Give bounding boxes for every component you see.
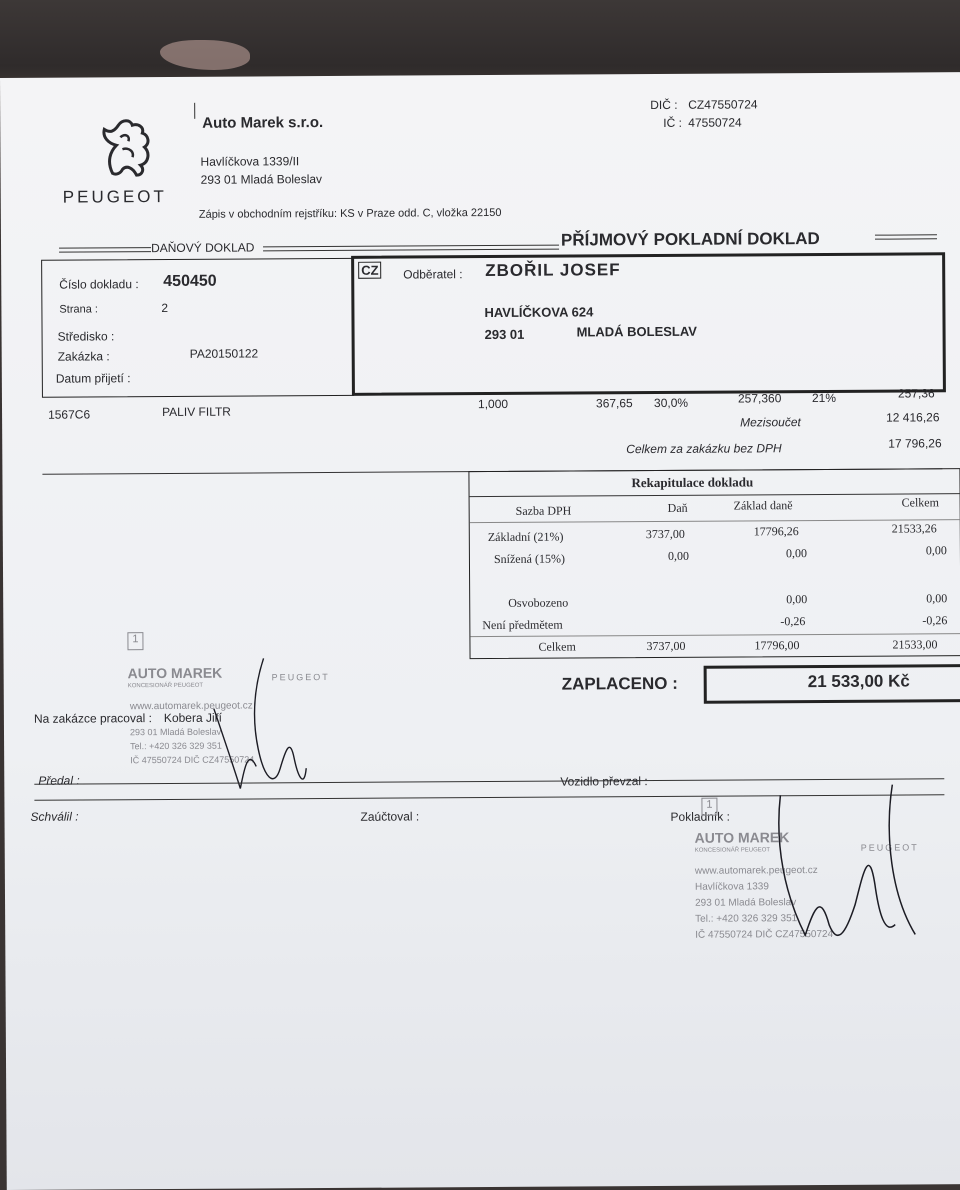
- stamp-city: 293 01 Mladá Boleslav: [129, 726, 222, 738]
- recap-rule-top: [470, 493, 960, 497]
- customer-name: ZBOŘIL JOSEF: [485, 260, 621, 281]
- item-desc: PALIV FILTR: [162, 404, 231, 420]
- paid-label: ZAPLACENO :: [561, 673, 678, 694]
- item-price: 367,65: [595, 396, 633, 411]
- stamp-tel: Tel.: +420 326 329 351: [695, 913, 798, 925]
- item-total: 257,36: [897, 386, 935, 401]
- title-rule-right: [875, 234, 937, 239]
- recap-row-dan: 0,00: [667, 548, 689, 563]
- recap-header-dan: Daň: [667, 500, 688, 515]
- dic-label: DIČ :: [650, 97, 678, 113]
- recap-row-label: Snížená (15%): [493, 551, 565, 566]
- signature-left: [193, 648, 314, 799]
- doc-title: PŘÍJMOVÝ POKLADNÍ DOKLAD: [560, 228, 820, 250]
- brand-name: PEUGEOT: [62, 186, 167, 207]
- recap-title: Rekapitulace dokladu: [631, 474, 754, 491]
- stamp-web: www.automarek.peugeot.cz: [129, 700, 253, 713]
- recap-row-dan: 3737,00: [645, 526, 685, 542]
- tax-doc-label: DAŇOVÝ DOKLAD: [150, 240, 255, 256]
- recap-total-zaklad: 17796,00: [754, 638, 800, 653]
- recap-row-zaklad: -0,26: [780, 614, 806, 629]
- ic-label: IČ :: [663, 115, 683, 130]
- company-street: Havlíčkova 1339/II: [200, 154, 300, 169]
- fabric-pattern: [160, 40, 250, 70]
- recap-total-celkem: 21533,00: [892, 637, 938, 652]
- stamp-ids: IČ 47550724 DIČ CZ47550724: [130, 754, 255, 766]
- item-code: 1567C6: [48, 407, 91, 422]
- order-total-label: Celkem za zakázku bez DPH: [626, 441, 782, 457]
- recap-row-label: Osvobozeno: [508, 595, 569, 610]
- paid-value: 21 533,00 Kč: [807, 671, 910, 692]
- signature-right: [744, 784, 935, 955]
- zauctoval-label: Zaúčtoval :: [360, 809, 420, 824]
- zakazka-value: PA20150122: [189, 346, 259, 361]
- receipt-document: [0, 72, 960, 1190]
- strana-label: Strana :: [59, 303, 98, 316]
- peugeot-lion-logo: [92, 115, 162, 179]
- stamp-number: 1: [127, 632, 143, 650]
- item-qty: 1,000: [477, 396, 509, 412]
- customer-street: HAVLÍČKOVA 624: [484, 304, 594, 321]
- recap-box: [468, 468, 960, 659]
- recap-row-zaklad: 0,00: [786, 592, 808, 607]
- recap-header-celkem: Celkem: [901, 495, 939, 510]
- recap-total-label: Celkem: [538, 639, 576, 654]
- footer-rule-1: [34, 778, 944, 785]
- zakazka-label: Zakázka :: [57, 349, 110, 364]
- recap-row-celkem: 0,00: [925, 543, 947, 558]
- recap-header-zaklad: Základ daně: [733, 498, 793, 513]
- recap-row-label: Není předmětem: [482, 617, 563, 633]
- item-discount: 30,0%: [653, 395, 689, 411]
- stamp-addr: Havlíčkova 1339: [694, 881, 769, 893]
- customer-zip: 293 01: [484, 326, 525, 343]
- company-registry: Zápis v obchodním rejstříku: KS v Praze odd. C, vložka 22150: [198, 206, 502, 221]
- item-base: 257,360: [737, 391, 782, 406]
- item-vat: 21%: [811, 390, 837, 406]
- stamp-sub: KONCESIONÁŘ PEUGEOT: [694, 847, 771, 854]
- title-rule-mid: [263, 245, 559, 252]
- pokladnik-label: Pokladník :: [670, 809, 730, 824]
- dic-value: CZ47550724: [688, 97, 758, 112]
- title-rule-left: [59, 247, 151, 253]
- stamp-sub: KONCESIONÁŘ PEUGEOT: [127, 682, 204, 690]
- stamp-brand: PEUGEOT: [271, 671, 330, 683]
- subtotal-label: Mezisoučet: [740, 415, 801, 430]
- recap-row-label: Základní (21%): [487, 529, 564, 545]
- datum-label: Datum přijetí :: [55, 371, 131, 386]
- recap-row-celkem: 0,00: [926, 591, 948, 606]
- cislo-value: 450450: [163, 272, 217, 291]
- subtotal-value: 12 416,26: [886, 410, 940, 425]
- recap-rule-header: [470, 519, 960, 523]
- schvalil-label: Schválil :: [30, 809, 79, 824]
- strana-value: 2: [161, 300, 169, 316]
- stamp-city: 293 01 Mladá Boleslav: [695, 897, 797, 909]
- mark-line: [194, 103, 197, 119]
- stredisko-label: Středisko :: [57, 329, 115, 344]
- recap-header-sazba: Sazba DPH: [515, 503, 572, 518]
- vozidlo-label: Vozidlo převzal :: [560, 774, 648, 789]
- company-name: Auto Marek s.r.o.: [202, 114, 324, 132]
- stamp-brand: PEUGEOT: [860, 842, 919, 853]
- predal-label: Předal :: [38, 773, 80, 788]
- cislo-label: Číslo dokladu :: [59, 277, 139, 292]
- stamp-ids: IČ 47550724 DIČ CZ47550724: [695, 928, 834, 941]
- worked-label: Na zakázce pracoval :: [33, 711, 153, 726]
- recap-row-zaklad: 0,00: [785, 546, 807, 561]
- customer-city: MLADÁ BOLESLAV: [576, 323, 697, 340]
- worked-name: Kobera Jiří: [163, 710, 222, 726]
- recap-row-celkem: 21533,26: [891, 521, 937, 536]
- order-total-value: 17 796,26: [888, 436, 942, 451]
- stamp-name: AUTO MAREK: [127, 664, 223, 682]
- country-code: CZ: [358, 262, 381, 279]
- ic-value: 47550724: [688, 115, 742, 130]
- recap-rule-total: [470, 633, 960, 637]
- stamp-number: 1: [701, 798, 717, 816]
- recap-row-zaklad: 17796,26: [753, 524, 799, 539]
- customer-label: Odběratel :: [403, 267, 463, 282]
- stamp-web: www.automarek.peugeot.cz: [694, 865, 818, 877]
- recap-total-dan: 3737,00: [646, 638, 686, 654]
- stamp-tel: Tel.: +420 326 329 351: [130, 740, 222, 752]
- company-city: 293 01 Mladá Boleslav: [200, 172, 323, 187]
- stamp-name: AUTO MAREK: [694, 829, 790, 846]
- recap-row-celkem: -0,26: [922, 613, 948, 628]
